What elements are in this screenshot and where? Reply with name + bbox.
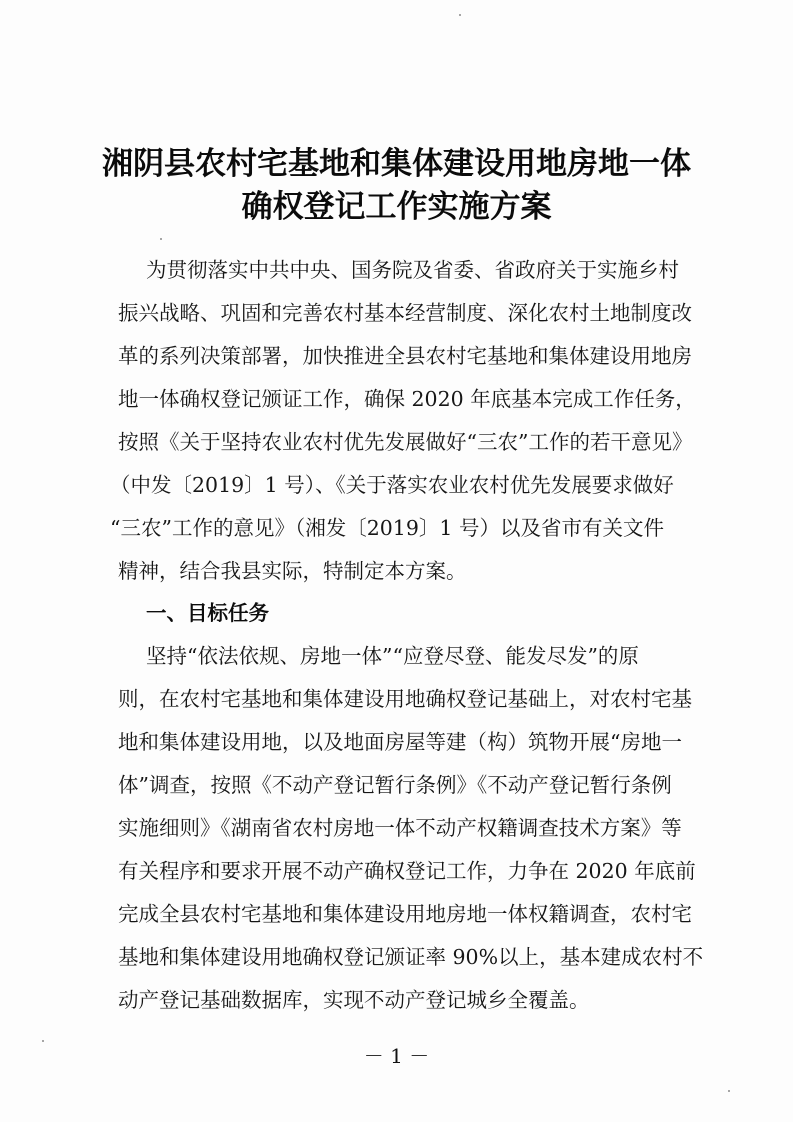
document-title-line-2: 确权登记工作实施方案 bbox=[241, 189, 552, 225]
intro-line: 精神，结合我县实际，特制定本方案。 bbox=[118, 559, 467, 583]
intro-line: 振兴战略、巩固和完善农村基本经营制度、深化农村土地制度改 bbox=[118, 301, 692, 325]
intro-line: （中发〔2019〕1 号）、《关于落实农业农村优先发展要求做好 bbox=[110, 473, 674, 497]
section-heading: 一、目标任务 bbox=[146, 601, 269, 625]
section-line: 基地和集体建设用地确权登记颁证率 90%以上，基本建成农村不 bbox=[118, 945, 704, 969]
intro-line: 革的系列决策部署，加快推进全县农村宅基地和集体建设用地房 bbox=[118, 344, 692, 368]
scan-speck bbox=[728, 1090, 730, 1092]
scan-speck bbox=[459, 14, 461, 16]
section-line: 坚持“依法依规、房地一体”“应登尽登、能发尽发”的原 bbox=[146, 644, 639, 668]
scan-speck bbox=[42, 1040, 44, 1042]
intro-line: 为贯彻落实中共中央、国务院及省委、省政府关于实施乡村 bbox=[146, 258, 679, 282]
section-line: 则，在农村宅基地和集体建设用地确权登记基础上，对农村宅基 bbox=[118, 687, 692, 711]
section-line: 有关程序和要求开展不动产确权登记工作，力争在 2020 年底前 bbox=[118, 859, 696, 883]
section-line: 完成全县农村宅基地和集体建设用地房地一体权籍调查，农村宅 bbox=[118, 902, 692, 926]
document-title-line-1: 湘阴县农村宅基地和集体建设用地房地一体 bbox=[102, 146, 691, 182]
intro-line: 地一体确权登记颁证工作，确保 2020 年底基本完成工作任务， bbox=[118, 387, 696, 411]
scan-speck bbox=[160, 238, 162, 240]
section-line: 动产登记基础数据库，实现不动产登记城乡全覆盖。 bbox=[118, 988, 590, 1012]
intro-line: 按照《关于坚持农业农村优先发展做好“三农”工作的若干意见》 bbox=[118, 430, 693, 454]
section-line: 地和集体建设用地，以及地面房屋等建（构）筑物开展“房地一 bbox=[118, 730, 682, 754]
section-line: 实施细则》《湖南省农村房地一体不动产权籍调查技术方案》等 bbox=[118, 816, 682, 840]
section-line: 体”调查，按照《不动产登记暂行条例》《不动产登记暂行条例 bbox=[118, 773, 672, 797]
page-number: － 1 － bbox=[363, 1044, 430, 1068]
intro-line: “三农”工作的意见》（湘发〔2019〕1 号）以及省市有关文件 bbox=[110, 516, 664, 540]
